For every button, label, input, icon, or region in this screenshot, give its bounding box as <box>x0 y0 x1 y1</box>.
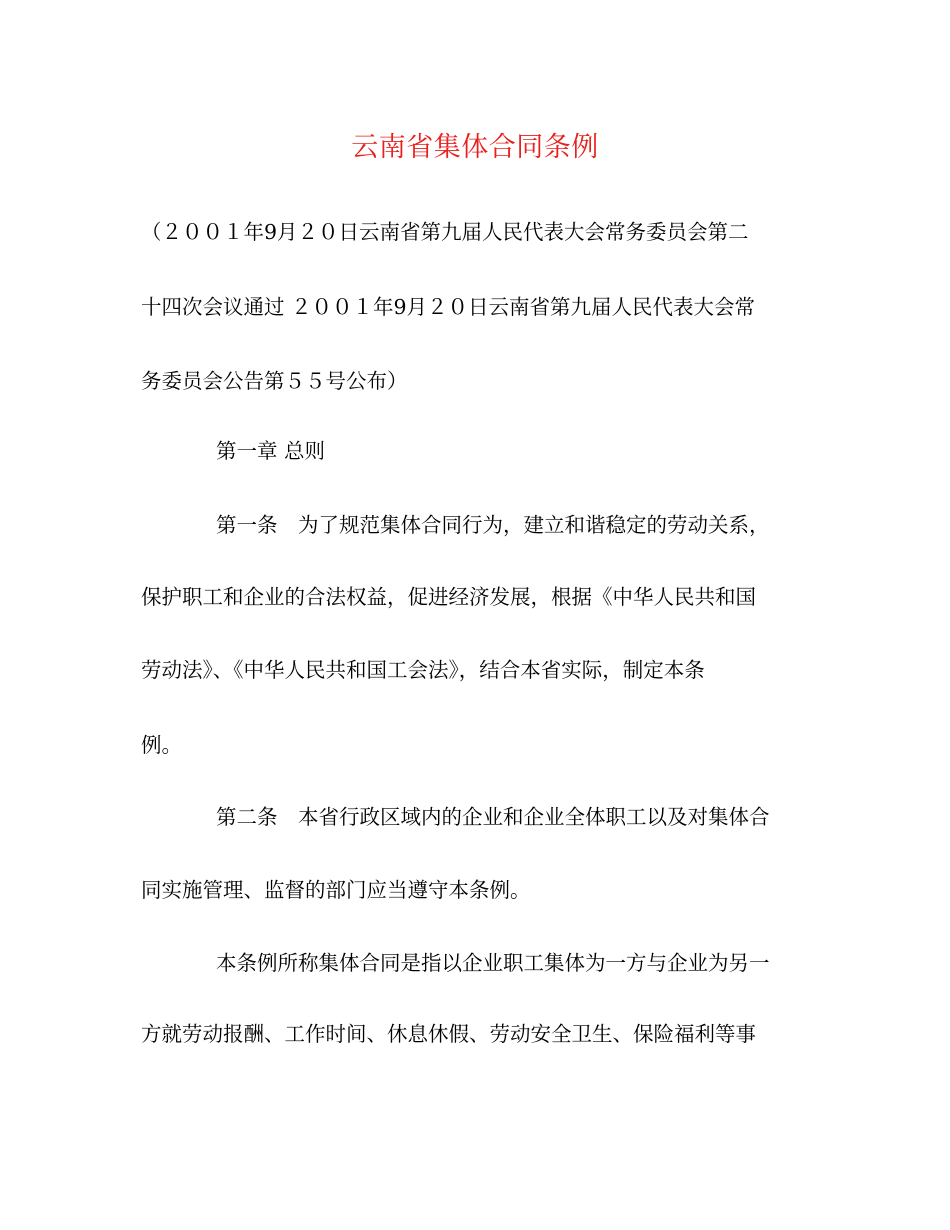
text-line-8: 例。 <box>141 733 182 757</box>
text-line-1: （２００１年9月２０日云南省第九届人民代表大会常务委员会第二 <box>141 220 749 244</box>
text-line-9: 第二条 本省行政区域内的企业和企业全体职工以及对集体合 <box>216 805 770 829</box>
text-line-3: 务委员会公告第５５号公布） <box>141 369 408 393</box>
document-title: 云南省集体合同条例 <box>351 132 599 163</box>
text-line-7: 劳动法》、《中华人民共和国工会法》，结合本省实际，制定本条 <box>141 658 705 682</box>
text-line-6: 保护职工和企业的合法权益，促进经济发展，根据《中华人民共和国 <box>141 585 756 609</box>
chapter-heading: 第一章 总则 <box>216 439 326 463</box>
text-line-11: 本条例所称集体合同是指以企业职工集体为一方与企业为另一 <box>216 951 770 975</box>
text-line-10: 同实施管理、监督的部门应当遵守本条例。 <box>141 878 531 902</box>
text-line-12: 方就劳动报酬、工作时间、休息休假、劳动安全卫生、保险福利等事 <box>141 1022 756 1046</box>
text-line-2: 十四次会议通过 ２００１年9月２０日云南省第九届人民代表大会常 <box>141 295 756 319</box>
text-line-5: 第一条 为了规范集体合同行为，建立和谐稳定的劳动关系， <box>216 513 770 537</box>
